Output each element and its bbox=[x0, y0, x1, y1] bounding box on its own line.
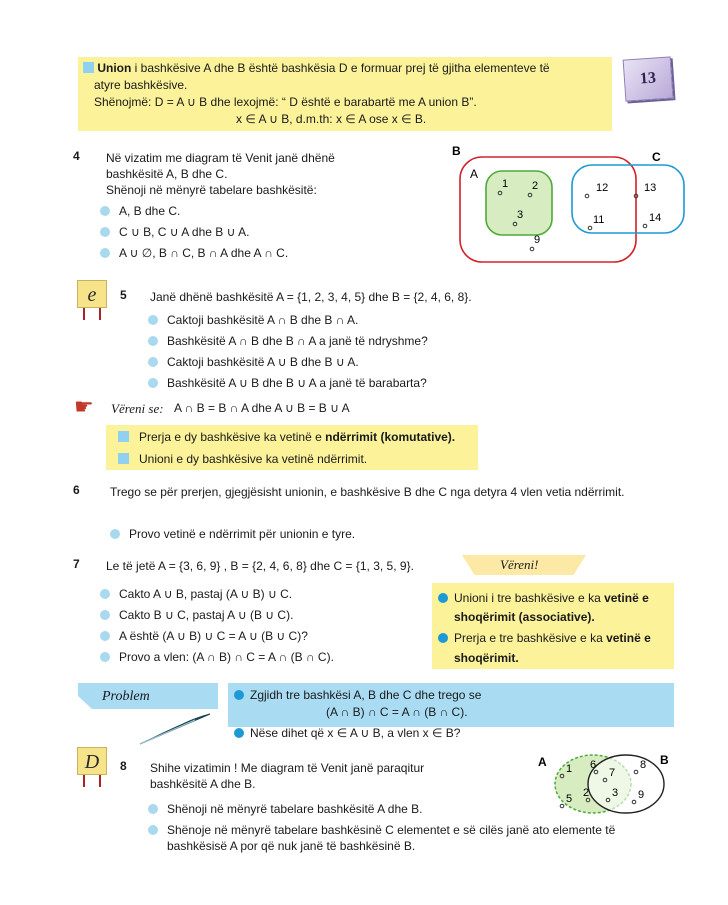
associative-term: shoqërimit. bbox=[454, 651, 519, 665]
set-c-outline bbox=[572, 165, 684, 233]
bullet-text: Provo vetinë e ndërrimit për unionin e tyre. bbox=[129, 527, 356, 541]
venn-label-b: B bbox=[452, 145, 461, 158]
problem-bullet-1 bbox=[234, 687, 481, 704]
bullet-icon bbox=[148, 378, 158, 388]
bullet-text: A, B dhe C. bbox=[119, 204, 181, 218]
bullet-text: Shënoje në mënyrë tabelare bashkësinë C elementet e së cilës janë ato elemente të bbox=[167, 823, 616, 837]
venn-label-a: A bbox=[538, 755, 547, 769]
venn-label-c: C bbox=[652, 150, 661, 164]
bullet-icon bbox=[148, 336, 158, 346]
associative-line-2 bbox=[454, 609, 595, 626]
task-4-line-3: Shënoji në mënyrë tabelare bashkësitë: bbox=[106, 183, 317, 197]
task-8-bullet-2 bbox=[148, 822, 615, 839]
quill-icon bbox=[135, 708, 215, 748]
problem-formula: (A ∩ B) ∩ C = A ∩ (B ∩ C). bbox=[326, 705, 468, 719]
bullet-icon bbox=[100, 631, 110, 641]
bullet-icon bbox=[100, 206, 110, 216]
task-5-bullet-1 bbox=[148, 312, 358, 329]
task-8-line-1: Shihe vizatimin ! Me diagram të Venit janë paraqitur bbox=[150, 761, 425, 775]
venn-label-a: A bbox=[470, 167, 479, 181]
bullet-icon bbox=[148, 315, 158, 325]
venn-diagram-ab bbox=[536, 752, 676, 818]
task-7-bullet-2 bbox=[100, 607, 293, 624]
task-5-intro: Janë dhënë bashkësitë A = {1, 2, 3, 4, 5} dhe B = {2, 4, 6, 8}. bbox=[150, 290, 472, 304]
bullet-text: Bashkësitë A ∪ B dhe B ∪ A a janë të barabarta? bbox=[167, 376, 427, 390]
bullet-text: Cakto A ∪ B, pastaj (A ∪ B) ∪ C. bbox=[119, 587, 293, 601]
task-4-line-1: Në vizatim me diagram të Venit janë dhënë bbox=[106, 151, 335, 165]
square-bullet-icon bbox=[118, 453, 129, 464]
associative-term: shoqërimit (associative). bbox=[454, 610, 595, 624]
task-7-bullet-4 bbox=[100, 649, 334, 666]
associative-text: Prerja e tre bashkësive e ka bbox=[454, 631, 607, 645]
venn-element: 1 bbox=[502, 178, 509, 190]
union-text: i bashkësive A dhe B është bashkësia D e formuar prej të gjitha elementeve të bbox=[131, 61, 550, 75]
union-line-1 bbox=[83, 60, 550, 77]
associative-text: Unioni i tre bashkësive e ka bbox=[454, 591, 605, 605]
set-b-outline bbox=[588, 755, 664, 813]
venn-label-b: B bbox=[660, 753, 669, 767]
task-7-bullet-1 bbox=[100, 586, 292, 603]
task-8-line-2: bashkësitë A dhe B. bbox=[150, 777, 256, 791]
bullet-text: A ∪ ∅, B ∩ C, B ∩ A dhe A ∩ C. bbox=[119, 246, 289, 260]
task-7-bullet-3 bbox=[100, 628, 308, 645]
venn-element: 14 bbox=[649, 212, 662, 224]
venn-element: 6 bbox=[590, 759, 597, 771]
bullet-icon bbox=[110, 529, 120, 539]
page-number: 13 bbox=[639, 69, 657, 88]
badge-letter: D bbox=[77, 747, 107, 775]
venn-element: 3 bbox=[517, 209, 524, 221]
venn-element: 13 bbox=[644, 182, 657, 194]
bullet-icon bbox=[148, 804, 158, 814]
associative-line-1 bbox=[438, 590, 649, 607]
bullet-icon bbox=[100, 248, 110, 258]
venn-element: 2 bbox=[583, 787, 590, 799]
bullet-icon bbox=[438, 593, 448, 603]
task-5-number: 5 bbox=[120, 288, 127, 302]
task-6-number: 6 bbox=[73, 483, 80, 497]
bullet-text: Nëse dihet që x ∈ A ∪ B, a vlen x ∈ B? bbox=[250, 726, 461, 740]
task-5-bullet-2 bbox=[148, 333, 428, 350]
problem-label: Problem bbox=[102, 689, 150, 704]
bullet-icon bbox=[234, 728, 244, 738]
associative-line-4 bbox=[454, 650, 519, 667]
bullet-text: Bashkësitë A ∩ B dhe B ∩ A a janë të ndryshme? bbox=[167, 334, 428, 348]
commutative-text: Prerja e dy bashkësive ka vetinë e bbox=[139, 430, 326, 444]
venn-element: 9 bbox=[638, 789, 645, 801]
venn-element: 12 bbox=[596, 182, 609, 194]
task-4-bullet-3 bbox=[100, 245, 288, 262]
bullet-icon bbox=[234, 690, 244, 700]
union-line-3: Shënojmë: D = A ∪ B dhe lexojmë: “ D është e barabartë me A union B”. bbox=[94, 95, 477, 109]
task-8-bullet-1 bbox=[148, 801, 423, 818]
union-line-2: atyre bashkësive. bbox=[94, 78, 188, 92]
easel-e-icon bbox=[75, 280, 109, 320]
bullet-icon bbox=[100, 652, 110, 662]
venn-diagram-abc bbox=[450, 145, 690, 270]
union-term: Union bbox=[97, 61, 132, 75]
set-a-outline bbox=[486, 171, 552, 235]
verei-label: Vëreni se: bbox=[111, 401, 164, 416]
venn-element: 1 bbox=[566, 763, 573, 775]
commutative-text: Unioni e dy bashkësive ka vetinë ndërrimit. bbox=[139, 452, 368, 466]
bullet-text: Caktoji bashkësitë A ∩ B dhe B ∩ A. bbox=[167, 313, 359, 327]
task-6-text: Trego se për prerjen, gjegjësisht unionin, e bashkësive B dhe C nga detyra 4 vlen vetia ndërrimit. bbox=[110, 485, 625, 499]
bullet-icon bbox=[148, 825, 158, 835]
task-7-number: 7 bbox=[73, 557, 80, 571]
task-4-bullet-1 bbox=[100, 203, 180, 220]
bullet-icon bbox=[100, 227, 110, 237]
commutative-line-1 bbox=[118, 429, 455, 446]
venn-element: 8 bbox=[640, 759, 647, 771]
pointing-hand-icon: ☛ bbox=[74, 394, 94, 419]
task-6-bullet bbox=[110, 526, 355, 543]
easel-d-icon bbox=[75, 747, 109, 787]
venn-element: 7 bbox=[609, 767, 616, 779]
bullet-icon bbox=[100, 589, 110, 599]
bullet-text: C ∪ B, C ∪ A dhe B ∪ A. bbox=[119, 225, 250, 239]
problem-bullet-2 bbox=[234, 725, 460, 742]
venn-element: 3 bbox=[612, 787, 619, 799]
bullet-text: A është (A ∪ B) ∪ C = A ∪ (B ∪ C)? bbox=[119, 629, 308, 643]
venn-element: 5 bbox=[566, 793, 573, 805]
square-bullet-icon bbox=[118, 431, 129, 442]
bullet-text: Zgjidh tre bashkësi A, B dhe C dhe trego se bbox=[250, 688, 482, 702]
bullet-text: Provo a vlen: (A ∩ B) ∩ C = A ∩ (B ∩ C). bbox=[119, 650, 334, 664]
task-5-bullet-3 bbox=[148, 354, 359, 371]
task-4-bullet-2 bbox=[100, 224, 249, 241]
bullet-text: Cakto B ∪ C, pastaj A ∪ (B ∪ C). bbox=[119, 608, 294, 622]
venn-element: 11 bbox=[593, 214, 605, 226]
associative-term: vetinë e bbox=[606, 631, 651, 645]
venn-element: 9 bbox=[534, 234, 541, 246]
venn-element: 2 bbox=[532, 180, 539, 192]
bullet-icon bbox=[148, 357, 158, 367]
bullet-text: Caktoji bashkësitë A ∪ B dhe B ∪ A. bbox=[167, 355, 359, 369]
bullet-icon bbox=[100, 610, 110, 620]
task-5-bullet-4 bbox=[148, 375, 427, 392]
commutative-formula: A ∩ B = B ∩ A dhe A ∪ B = B ∪ A bbox=[174, 401, 350, 415]
bullet-icon bbox=[438, 633, 448, 643]
associative-term: vetinë e bbox=[604, 591, 649, 605]
commutative-line-2 bbox=[118, 451, 367, 468]
square-bullet-icon bbox=[83, 62, 94, 73]
associative-line-3 bbox=[438, 630, 651, 647]
task-4-number: 4 bbox=[73, 149, 80, 163]
task-8-number: 8 bbox=[120, 759, 127, 773]
task-4-line-2: bashkësitë A, B dhe C. bbox=[106, 167, 228, 181]
bullet-text: Shënoji në mënyrë tabelare bashkësitë A dhe B. bbox=[167, 802, 423, 816]
badge-letter: e bbox=[77, 280, 107, 308]
verei-tag-text: Vëreni! bbox=[500, 557, 539, 572]
commutative-term: ndërrimit (komutative). bbox=[325, 430, 456, 444]
union-line-4: x ∈ A ∪ B, d.m.th: x ∈ A ose x ∈ B. bbox=[236, 112, 427, 126]
task-8-bullet-2-cont: bashkësisë A por që nuk janë të bashkësinë B. bbox=[167, 839, 416, 853]
task-7-intro: Le të jetë A = {3, 6, 9} , B = {2, 4, 6, 8} dhe C = {1, 3, 5, 9}. bbox=[106, 559, 414, 573]
page-number-badge bbox=[623, 56, 674, 101]
